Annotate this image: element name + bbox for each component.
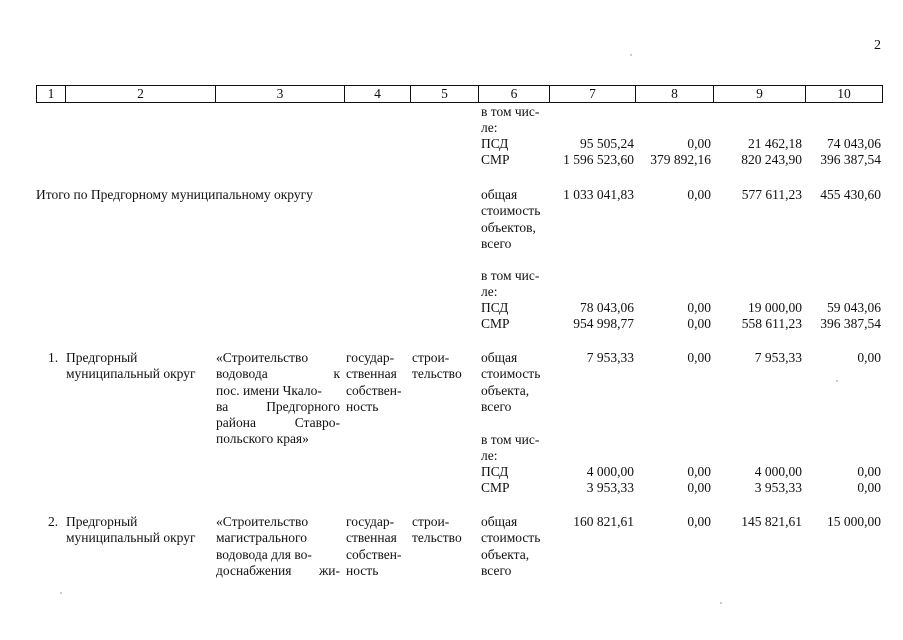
smr-value-col9: 3 953,33 <box>754 480 802 495</box>
value-col9: 145 821,61 <box>741 514 802 529</box>
scan-speck <box>60 592 62 594</box>
smr-value-col7: 1 596 523,60 <box>563 152 634 167</box>
smr-value-col7: 954 998,77 <box>573 316 634 331</box>
psd-label: ПСД <box>481 464 509 479</box>
value-col10: 15 000,00 <box>827 514 881 529</box>
including-label: в том чис- ле: <box>481 268 540 300</box>
smr-label: СМР <box>481 480 510 495</box>
psd-value-col7: 4 000,00 <box>586 464 634 479</box>
smr-value-col7: 3 953,33 <box>586 480 634 495</box>
psd-label: ПСД <box>481 136 509 151</box>
ownership-form: государ- ственная собствен- ность <box>346 350 402 414</box>
ownership-form: государ- ственная собствен- ность <box>346 514 402 578</box>
psd-value-col8: 0,00 <box>687 136 711 151</box>
column-header: 1 <box>37 86 66 102</box>
value-col7: 160 821,61 <box>573 514 634 529</box>
column-header: 8 <box>636 86 714 102</box>
smr-value-col10: 396 387,54 <box>820 152 881 167</box>
page-number: 2 <box>874 38 881 53</box>
psd-value-col9: 19 000,00 <box>748 300 802 315</box>
column-header: 9 <box>714 86 806 102</box>
psd-label: ПСД <box>481 300 509 315</box>
psd-value-col9: 21 462,18 <box>748 136 802 151</box>
object-name: «Строительство водовода к пос. имени Чкало- ва Предгорного района Ставро- польского края» <box>216 350 340 447</box>
including-label: в том чис- ле: <box>481 432 540 464</box>
scan-speck <box>836 380 838 382</box>
district-name: Предгорный муниципальный округ <box>66 514 196 546</box>
smr-value-col9: 558 611,23 <box>741 316 802 331</box>
object-name: «Строительство магистрального водовода для во- доснабжения жи- <box>216 514 340 578</box>
smr-value-col8: 0,00 <box>687 480 711 495</box>
scan-speck <box>720 602 722 604</box>
psd-value-col7: 95 505,24 <box>580 136 634 151</box>
row-number: 2. <box>48 514 59 529</box>
column-header: 3 <box>216 86 345 102</box>
psd-value-col7: 78 043,06 <box>580 300 634 315</box>
row-number: 1. <box>48 350 59 365</box>
psd-value-col9: 4 000,00 <box>754 464 802 479</box>
total-value-col10: 455 430,60 <box>820 187 881 202</box>
column-header-row <box>36 85 883 103</box>
total-title: Итого по Предгорному муниципальному округу <box>36 187 313 202</box>
value-col10: 0,00 <box>857 350 881 365</box>
total-value-col9: 577 611,23 <box>741 187 802 202</box>
psd-value-col8: 0,00 <box>687 300 711 315</box>
value-col8: 0,00 <box>687 514 711 529</box>
including-label: в том чис- ле: <box>481 104 540 136</box>
smr-value-col10: 0,00 <box>857 480 881 495</box>
column-header: 2 <box>66 86 216 102</box>
scan-speck <box>630 54 632 56</box>
smr-value-col8: 0,00 <box>687 316 711 331</box>
column-header: 6 <box>479 86 550 102</box>
column-header: 5 <box>411 86 479 102</box>
smr-value-col9: 820 243,90 <box>741 152 802 167</box>
column-header: 7 <box>550 86 636 102</box>
column-header: 4 <box>345 86 411 102</box>
psd-value-col10: 59 043,06 <box>827 300 881 315</box>
cost-label: общая стоимость объекта, всего <box>481 350 541 414</box>
cost-label: общая стоимость объекта, всего <box>481 514 541 578</box>
value-col8: 0,00 <box>687 350 711 365</box>
work-type: строи- тельство <box>412 350 462 382</box>
district-name: Предгорный муниципальный округ <box>66 350 196 382</box>
psd-value-col10: 74 043,06 <box>827 136 881 151</box>
smr-label: СМР <box>481 316 510 331</box>
total-value-col7: 1 033 041,83 <box>563 187 634 202</box>
smr-value-col10: 396 387,54 <box>820 316 881 331</box>
total-cost-label: общая стоимость объектов, всего <box>481 187 541 251</box>
work-type: строи- тельство <box>412 514 462 546</box>
value-col7: 7 953,33 <box>586 350 634 365</box>
column-header: 10 <box>837 86 851 101</box>
psd-value-col10: 0,00 <box>857 464 881 479</box>
value-col9: 7 953,33 <box>754 350 802 365</box>
smr-label: СМР <box>481 152 510 167</box>
psd-value-col8: 0,00 <box>687 464 711 479</box>
smr-value-col8: 379 892,16 <box>650 152 711 167</box>
total-value-col8: 0,00 <box>687 187 711 202</box>
